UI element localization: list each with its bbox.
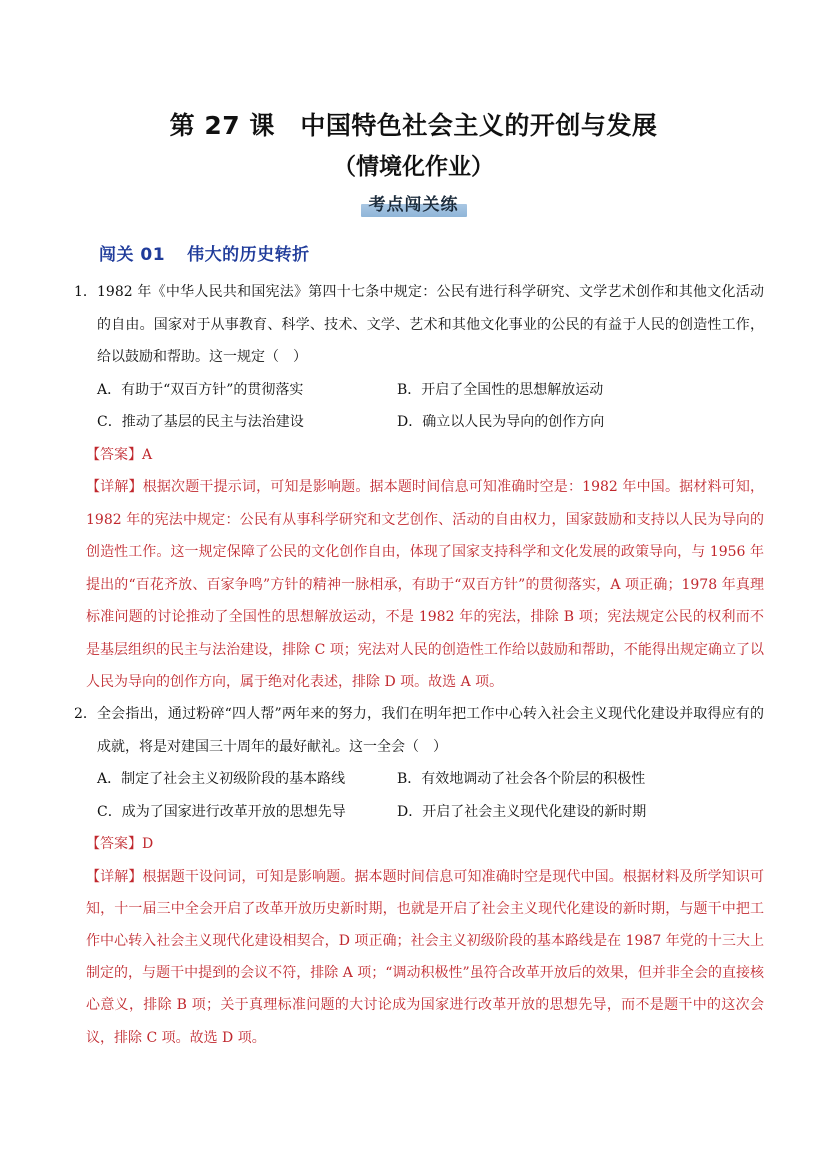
question-options <box>97 763 764 828</box>
option-d: D．确立以人民为导向的创作方向 <box>397 414 605 430</box>
option-a: A．制定了社会主义初级阶段的基本路线 <box>97 771 346 787</box>
option-a: A．有助于“双百方针”的贯彻落实 <box>97 381 304 398</box>
answer-line: 【答案】D <box>86 836 154 852</box>
option-b: B．开启了全国性的思想解放运动 <box>397 381 604 398</box>
question-stem: 1982 年《中华人民共和国宪法》第四十七条中规定：公民有进行科学研究、文学艺术创作和其他文化活动的自由。国家对于从事教育、科学、技术、文学、艺术和其他文化事业的公民的有益于人民的创造性工作，给以鼓励和帮助。这一规定（ ） <box>97 284 764 365</box>
question-options <box>97 374 764 439</box>
section-heading <box>99 240 310 265</box>
option-c: C．推动了基层的民主与法治建设 <box>97 414 304 430</box>
section-name: 伟大的历史转折 <box>187 245 310 265</box>
section-badge: 考点闯关练 <box>361 190 467 217</box>
answer-detail: 【详解】根据次题干提示词，可知是影响题。据本题时间信息可知准确时空是：1982 年中国。据材料可知，1982 年的宪法中规定：公民有从事科学研究和文艺创作、活动的自由权力，国家鼓励和支持以人民为导向的创造性工作。这一规定保障了公民的文化创作自由，体现了国家支持科学和文化发展的政策导向，与 1956 年提出的“百花齐放、百家争鸣”方针的精神一脉相承，有助于“双百方针”的贯彻落实，A 项正确；1978 年真理标准问题的讨论推动了全国性的思想解放运动，不是 1982 年的宪法，排除 B 项；宪法规定公民的权利而不是基层组织的民主与法治建设，排除 C 项；宪法对人民的创造性工作给以鼓励和帮助，不能得出规定确立了以人民为导向的创作方向，属于绝对化表述，排除 D 项。故选 A 项。 <box>86 479 764 690</box>
page-title: 第 27 课 中国特色社会主义的开创与发展 <box>169 111 658 140</box>
answer-line: 【答案】A <box>86 446 153 463</box>
section-label: 闯关 01 <box>99 245 166 265</box>
question-2 <box>74 698 764 1054</box>
page-subtitle: （情境化作业） <box>333 154 494 180</box>
question-number: 2． <box>74 706 97 722</box>
question-stem: 全会指出，通过粉碎“四人帮”两年来的努力，我们在明年把工作中心转入社会主义现代化建设并取得应有的成就，将是对建国三十周年的最好献礼。这一全会（ ） <box>97 706 764 755</box>
answer-detail: 【详解】根据题干设问词，可知是影响题。据本题时间信息可知准确时空是现代中国。根据材料及所学知识可知，十一届三中全会开启了改革开放历史新时期，也就是开启了社会主义现代化建设的新时期，与题干中把工作中心转入社会主义现代化建设相契合，D 项正确；社会主义初级阶段的基本路线是在 1987 年党的十三大上制定的，与题干中提到的会议不符，排除 A 项；“调动积极性”虽符合改革开放后的效果，但并非全会的直接核心意义，排除 B 项；关于真理标准问题的大讨论成为国家进行改革开放的思想先导，而不是题干中的这次会议，排除 C 项。故选 D 项。 <box>86 868 764 1046</box>
question-number: 1． <box>74 284 97 300</box>
question-1 <box>74 276 764 699</box>
option-b: B．有效地调动了社会各个阶层的积极性 <box>397 771 646 787</box>
option-c: C．成为了国家进行改革开放的思想先导 <box>97 803 346 820</box>
option-d: D．开启了社会主义现代化建设的新时期 <box>397 803 647 820</box>
badge-container <box>0 190 827 217</box>
